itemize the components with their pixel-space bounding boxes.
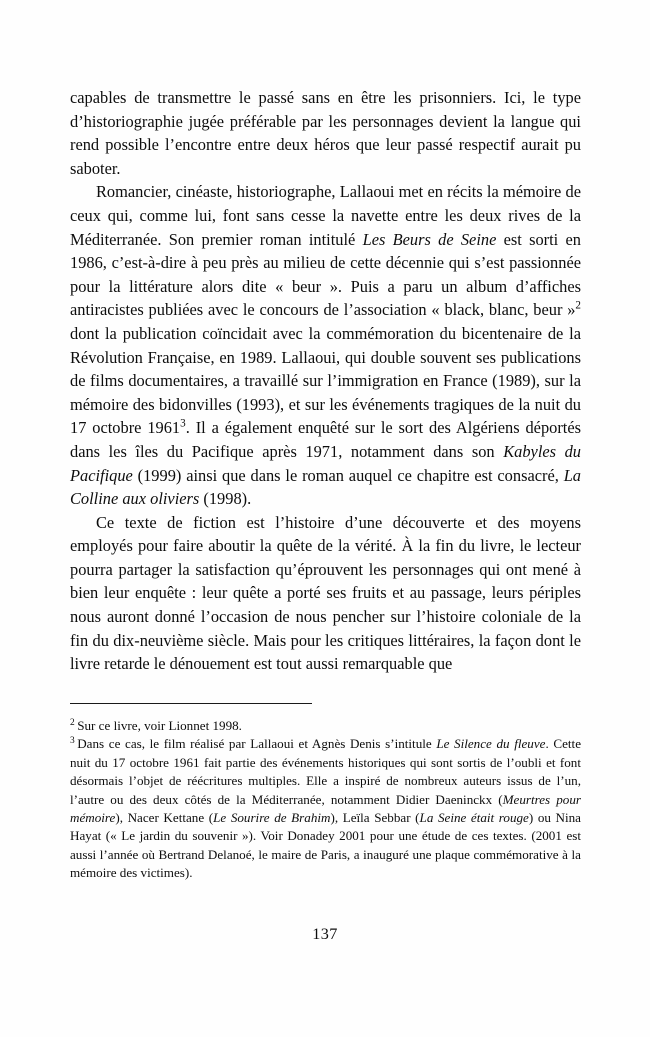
footnote-item xyxy=(70,735,581,882)
italic-title: Meurtres pour mémoire xyxy=(70,791,581,826)
italic-title: Le Silence du fleuve xyxy=(436,736,546,752)
footnote-separator-rule xyxy=(70,703,312,704)
footnote-text: Sur ce livre, voir Lionnet 1998. xyxy=(77,718,242,733)
body-text-block xyxy=(70,86,581,676)
italic-title: Les Beurs de Seine xyxy=(362,229,497,249)
footnote-text: Dans ce cas, le film réalisé par Lallaoui et Agnès Denis s’intitule Le Silence du fleuve. Cette nuit du 17 octobre 1961 fait partie des événements historiques qui sont sortis de l’oubli et font désormais l’objet de réécritures multiples. Elle a inspiré de nombreux auteurs issus de l’un, l’autre ou des deux côtés de la Méditerranée, notamment Didier Daeninckx (Meurtres pour mémoire), Nacer Kettane (Le Sourire de Brahim), Leïla Sebbar (La Seine était rouge) ou Nina Hayat (« Le jardin du souvenir »). Voir Donadey 2001 pour une étude de ces textes. (2001 est aussi l’année où Bertrand Delanoé, le maire de Paris, a inauguré une plaque commémorative à la mémoire des victimes). xyxy=(70,736,582,881)
footnote-reference-marker[interactable]: 2 xyxy=(575,299,581,312)
body-paragraph: Ce texte de fiction est l’histoire d’une découverte et des moyens employés pour faire aboutir la quête de la vérité. À la fin du livre, le lecteur pourra partager la satisfaction qu’éprouvent les personnages qui ont mené à bien leur enquête : leur quête a porté ses fruits et au passage, leurs périples nous auront donné l’occasion de nous pencher sur l’histoire coloniale de la fin du dix-neuvième siècle. Mais pour les critiques littéraires, la façon dont le livre retarde le dénouement est tout aussi remarquable que xyxy=(70,512,581,674)
footnote-area xyxy=(70,703,581,883)
footnote-number: 3 xyxy=(70,736,75,747)
footnote-number: 2 xyxy=(70,717,75,728)
footnote-reference-marker[interactable]: 3 xyxy=(180,417,186,430)
italic-title: Le Sourire de Brahim xyxy=(213,810,331,826)
body-paragraph: Romancier, cinéaste, historiographe, Lallaoui met en récits la mémoire de ceux qui, comme lui, font sans cesse la navette entre les deux rives de la Méditerranée. Son premier roman intitulé Les Beurs de Seine est sorti en 1986, c’est-à-dire à peu près au milieu de cette décennie qui s’est passionnée pour la littérature alors dite « beur ». Puis a paru un album d’affiches antiracistes publiées avec le concours de l’association « black, blanc, beur »$^2$ dont la publication coïncidait avec la commémoration du bicentenaire de la Révolution Française, en 1989. Lallaoui, qui double souvent ses publications de films documentaires, a travaillé sur l’immigration en France (1989), sur la mémoire des bidonvilles (1993), et sur les événements tragiques de la nuit du 17 octobre 1961$^3$. Il a également enquêté sur le sort des Algériens déportés dans les îles du Pacifique après 1971, notamment dans son Kabyles du Pacifique (1999) ainsi que dans le roman auquel ce chapitre est consacré, La Colline aux oliviers (1998). xyxy=(70,182,582,509)
body-paragraph: capables de transmettre le passé sans en être les prisonniers. Ici, le type d’historiographie jugée préférable par les personnages devient la langue qui rend possible l’encontre entre deux héros que leur passé respectif aurait pu saboter. xyxy=(70,88,581,178)
italic-title: La Seine était rouge xyxy=(419,810,529,826)
italic-title: Kabyles du Pacifique xyxy=(70,441,582,485)
page-number: 137 xyxy=(312,925,338,943)
footnote-item xyxy=(70,717,581,735)
italic-title: La Colline aux oliviers xyxy=(70,465,581,509)
